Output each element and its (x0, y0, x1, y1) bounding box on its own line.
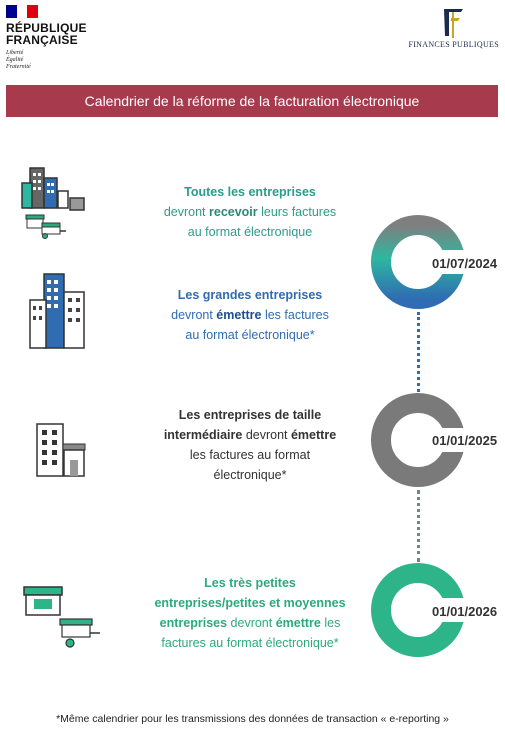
item2-line3: au format électronique* (185, 328, 315, 342)
item3-line2-pre: intermédiaire (163, 428, 243, 442)
date-2026: 01/01/2026 (432, 604, 498, 619)
footnote: *Même calendrier pour les transmissions des données de transaction « e-reporting » (56, 713, 449, 725)
small-shop-icon (20, 583, 105, 653)
item1-line2-em: recevoir (209, 205, 258, 219)
item2-line2-pre: devront (171, 308, 217, 322)
item4-line3-mid: devront (227, 616, 276, 630)
item3-line2-em: émettre (290, 428, 337, 442)
finances-publiques-logo-icon (441, 6, 467, 40)
item-mid-companies (115, 405, 385, 485)
item3-line3: les factures au format (189, 448, 311, 462)
item-small-companies (115, 573, 385, 653)
timeline-connector-1 (417, 312, 420, 392)
french-flag-icon (6, 5, 38, 18)
motto-egalite: Égalité (6, 57, 24, 63)
companies-icon (18, 163, 88, 243)
item2-line2-em: émettre (216, 308, 262, 322)
item-large-companies (115, 285, 385, 345)
mid-building-icon (33, 420, 93, 480)
item4-line2: entreprises/petites et moyennes (154, 596, 346, 610)
item4-line1: Les très petites (204, 576, 296, 590)
item-all-companies (115, 182, 385, 242)
item2-line2-post: les factures (261, 308, 329, 322)
motto-fraternite: Fraternité (6, 64, 31, 70)
republic-line2: FRANÇAISE (6, 33, 78, 47)
item2-line1: Les grandes entreprises (177, 288, 323, 302)
item3-line4: électronique* (213, 468, 287, 482)
page-title-banner: Calendrier de la réforme de la facturation électronique (6, 85, 498, 117)
finances-publiques-name: FINANCES PUBLIQUES (408, 40, 499, 49)
motto-liberte: Liberté (6, 50, 24, 56)
item1-line1: Toutes les entreprises (184, 185, 316, 199)
item3-line2-mid: devront (242, 428, 291, 442)
item1-line2-post: leurs factures (257, 205, 337, 219)
timeline-connector-2 (417, 490, 420, 562)
motto (6, 50, 31, 71)
item1-line2-pre: devront (163, 205, 209, 219)
item4-line4: factures au format électronique* (161, 636, 339, 650)
date-2024: 01/07/2024 (432, 256, 498, 271)
item4-line3-em: émettre (275, 616, 321, 630)
item4-line3-post: les (320, 616, 341, 630)
item4-line3-pre: entreprises (159, 616, 228, 630)
item1-line3: au format électronique (187, 225, 313, 239)
date-2025: 01/01/2025 (432, 433, 498, 448)
item3-line1: Les entreprises de taille (178, 408, 322, 422)
header (0, 0, 505, 85)
large-building-icon (24, 270, 94, 350)
republique-francaise-logo (6, 22, 87, 46)
republic-line1: RÉPUBLIQUE (6, 21, 87, 35)
